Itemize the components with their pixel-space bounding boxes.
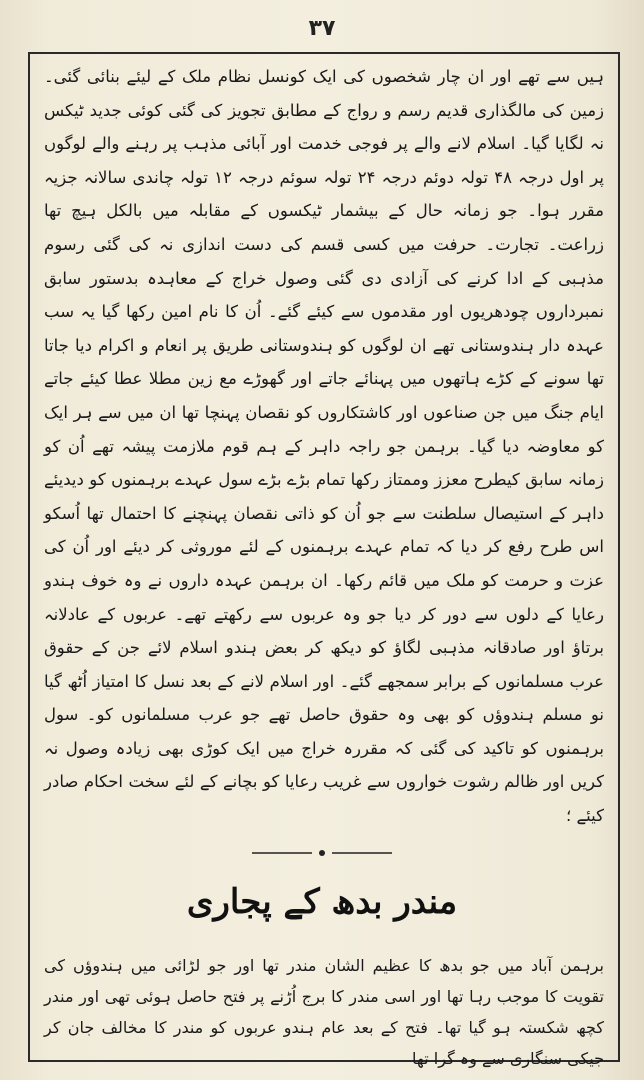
main-text-block (44, 60, 604, 833)
section-divider (250, 848, 394, 858)
paragraph-1: ہیں سے تھے اور ان چار شخصوں کی ایک کونسل نظام ملک کے لیئے بنائی گئی۔ زمین کی مالگذاری قدیم رسم و رواج کے مطابق تجویز کی گئی کوئی جدید ٹیکس نہ لگایا گیا۔ اسلام لانے والے پر فوجی خدمت اور آبائی مذہب پر رہنے والے لوگوں پر اول درجہ ۴۸ تولہ دوئم درجہ ۲۴ تولہ سوئم درجہ ۱۲ تولہ چاندی سالانہ جزیہ مقرر ہوا۔ جو زمانہ حال کے بیشمار ٹیکسوں کے مقابلہ میں بالکل ہیچ تھا زراعت۔ تجارت۔ حرفت میں کسی قسم کی دست اندازی نہ کی گئی رسوم مذہبی کے ادا کرنے کی آزادی دی گئی وصول خراج کے معاہدہ بدستور سابق نمبرداروں چودھریوں اور مقدموں سے کیئے گئے۔ اُن کا نام امین رکھا گیا یہ سب عہدہ دار ہندوستانی تھے ان لوگوں کو ہندوستانی طریق پر انعام و اکرام دیا جاتا تھا سونے کے کڑے ہاتھوں میں پہنائے جاتے اور گھوڑے مع زین مطلا عطا کیئے جاتے ایام جنگ میں جن صناعوں اور کاشتکاروں کو نقصان پہنچا تھا ان میں سے ہر ایک کو معاوضہ دیا گیا۔ برہمن جو راجہ داہر کے ہم قوم ملازمت پیشہ تھے اُن کو زمانہ سابق کیطرح معزز وممتاز رکھا تمام بڑے بڑے سول عہدے برہمنوں کو دیدیئے داہر کے استیصال سلطنت سے جو اُن کو ذاتی نقصان پہنچنے کا احتمال تھا اُسکو اس طرح رفع کر دیا کہ تمام عہدے برہمنوں کے لئے موروثی کر دیئے اور اُن کی عزت و حرمت کو ملک میں قائم رکھا۔ ان برہمن عہدہ داروں نے وہ خوف ہندو رعایا کے دلوں سے دور کر دیا جو وہ عربوں سے رکھتے تھے۔ عربوں کے عادلانہ برتاؤ اور صادقانہ مذہبی لگاؤ کو دیکھ کر بعض ہندو اسلام لائے جن کے حقوق عرب مسلمانوں کے برابر سمجھے گئے۔ اور اسلام لانے کے بعد نسل کا امتیاز اُٹھ گیا نو مسلم ہندوؤں کو بھی وہ حقوق حاصل تھے جو عرب مسلمانوں کو۔ سول برہمنوں کو تاکید کی گئی کہ مقررہ خراج میں ایک کوڑی بھی زیادہ وصول نہ کریں اور ظالم رشوت خواروں سے غریب رعایا کو بچانے کے لئے سخت احکام صادر کیئے ؛ (44, 67, 605, 826)
paragraph-2: برہمن آباد میں جو بدھ کا عظیم الشان مندر تھا اور جو لڑائی میں ہندوؤں کی تقویت کا موجب رہا تھا اور اسی مندر کا برج اُڑنے پر فتح حاصل ہوئی تھی اور مندر کچھ شکستہ ہو گیا تھا۔ فتح کے بعد عام ہندو عربوں کو مندر کا مخالف جان کر جیکی سنگاری سے وہ گرا تھا (44, 956, 604, 1068)
page-number: ۳۷ (308, 16, 336, 41)
section-heading: مندر بدھ کے پجاری (186, 882, 458, 922)
